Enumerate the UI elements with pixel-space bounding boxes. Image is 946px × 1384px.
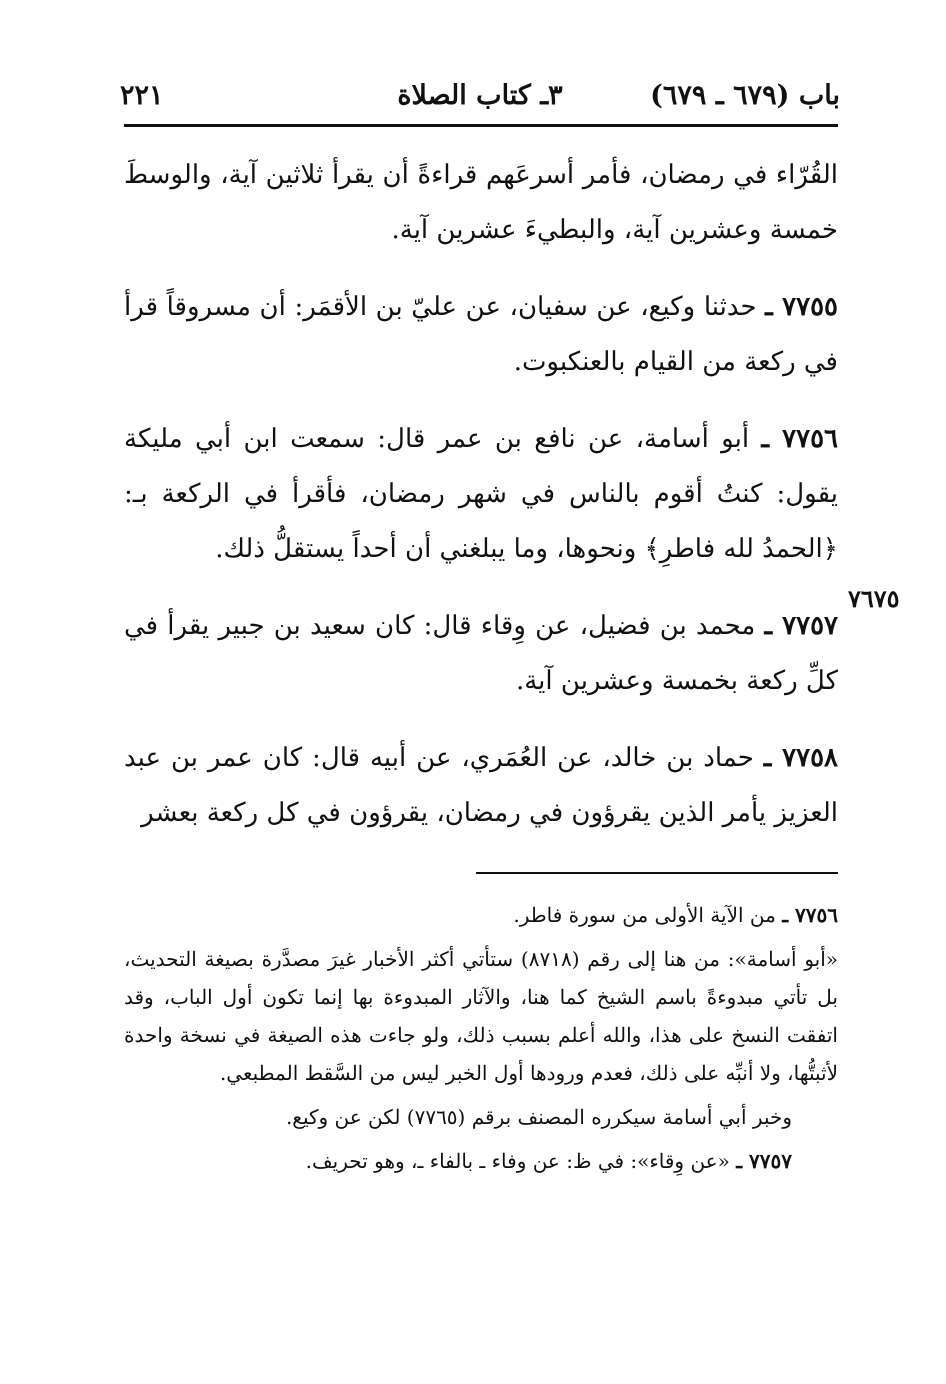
chapter-title: باب (٦٧٩ ـ ٦٧٩): [650, 80, 840, 111]
book-title: ٣ـ كتاب الصلاة: [397, 80, 563, 111]
paragraph: [124, 731, 838, 841]
paragraph-text: أبو أسامة، عن نافع بن عمر قال: سمعت ابن أبي مليكة يقول: كنتُ أقوم بالناس في شهر رمضان، فأقرأ في الركعة بـ: ﴿الحمدُ لله فاطرِ﴾ ونحوها، وما يبلغني أن أحداً يستقلُّ ذلك.: [124, 424, 838, 564]
paragraph-text: حماد بن خالد، عن العُمَري، عن أبيه قال: كان عمر بن عبد العزيز يأمر الذين يقرؤون في رمضان، يقرؤون في كل ركعة بعشر: [124, 743, 838, 828]
hadith-number: ٧٧٥٧ ـ: [764, 611, 838, 641]
hadith-number: ٧٧٥٨ ـ: [763, 743, 838, 773]
footnote-text: وخبر أبي أسامة سيكرره المصنف برقم (٧٧٦٥) لكن عن وكيع.: [285, 1105, 792, 1129]
paragraph-text: محمد بن فضيل، عن وِقاء قال: كان سعيد بن جبير يقرأ في كلِّ ركعة بخمسة وعشرين آية.: [124, 611, 838, 696]
footnote: [124, 1098, 838, 1136]
footnotes: [124, 896, 838, 1186]
running-header: [120, 74, 840, 118]
paragraph: [124, 412, 838, 577]
paragraph: [124, 148, 838, 258]
hadith-number: ٧٧٥٦ ـ: [761, 424, 839, 454]
main-text: [124, 148, 838, 863]
paragraph-text: حدثنا وكيع، عن سفيان، عن عليّ بن الأقمَر: أن مسروقاً قرأ في ركعة من القيام بالعنكبوت.: [124, 292, 838, 377]
footnote: [124, 1142, 838, 1180]
footnote: [124, 940, 838, 1092]
paragraph-text: القُرّاء في رمضان، فأمر أسرعَهم قراءةً أن يقرأ ثلاثين آية، والوسطَ خمسة وعشرين آية، والبطيءَ عشرين آية.: [124, 160, 838, 245]
footnote: [124, 896, 838, 934]
footnote-text: من الآية الأولى من سورة فاطر.: [513, 903, 783, 927]
paragraph: [124, 280, 838, 390]
footnote-text: «عن وِقاء»: في ظ: عن وفاء ـ بالفاء ـ، وهو تحريف.: [305, 1149, 737, 1173]
page-number: ٢٢١: [120, 80, 164, 111]
margin-number: ٧٦٧٥: [848, 584, 900, 613]
footnote-separator: [476, 872, 838, 874]
paragraph: [124, 599, 838, 709]
header-rule: [124, 124, 838, 127]
hadith-number: ٧٧٥٥ ـ: [765, 292, 838, 322]
footnote-text: «أبو أسامة»: من هنا إلى رقم (٨٧١٨) ستأتي أكثر الأخبار غيرَ مصدَّرة بصيغة التحديث، بل تأتي مبدوءةً باسم الشيخ كما هنا، والآثار المبدوءة بها إنما تكون أول الباب، وقد اتفقت النسخ على هذا، والله أعلم بسبب ذلك، ولو جاءت هذه الصيغة في نسخة واحدة لأثبتُّها، ولا أنبِّه على ذلك، فعدم ورودها أول الخبر ليس من السَّقط المطبعي.: [124, 947, 839, 1085]
footnote-number: ٧٧٥٦ ـ: [782, 903, 838, 927]
footnote-number: ٧٧٥٧ ـ: [736, 1149, 792, 1173]
